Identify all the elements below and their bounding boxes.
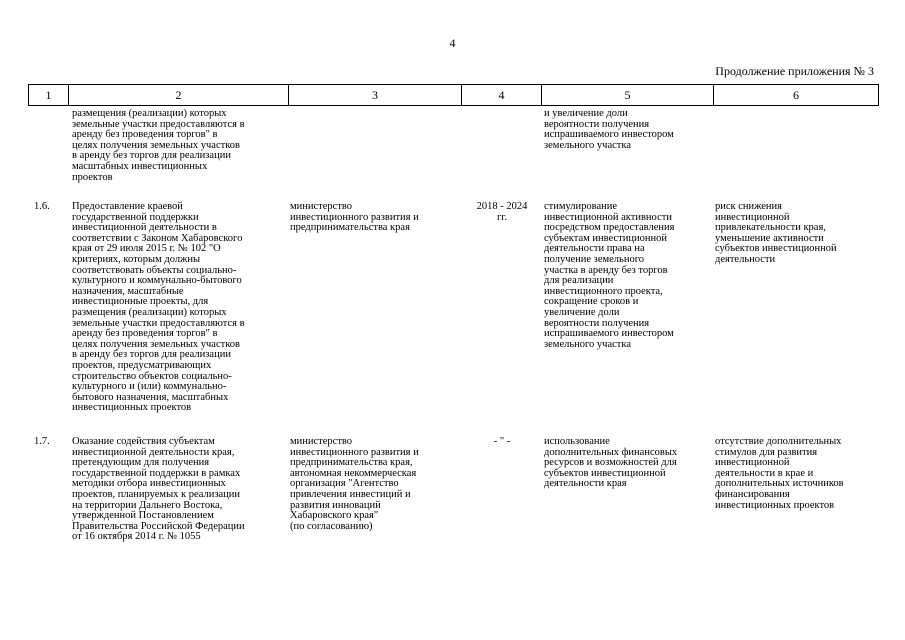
row-1-7-period-text (463, 437, 541, 448)
text-line: претендующим для получения (72, 457, 210, 469)
row-1-6-executor-text (290, 202, 460, 234)
page-number: 4 (449, 36, 456, 50)
text-line: аренду без проведения торгов" в (72, 328, 218, 340)
text-line: инвестиционные проекты, для (72, 296, 209, 308)
row-1-7-risk-text (715, 437, 880, 511)
text-line: Хабаровского края" (290, 510, 379, 522)
column-header-3: 3 (289, 85, 462, 106)
text-line: строительство объектов социально- (72, 370, 232, 382)
column-header-row (29, 85, 879, 106)
row-1-7-result-text (544, 437, 712, 490)
row-1-7-measure-text (72, 437, 287, 543)
text-line: получение земельного (544, 253, 644, 265)
row-1-6-result-text (544, 202, 712, 350)
text-line: земельные участки предоставляются в (72, 317, 245, 329)
row-1-6-number: 1.6. (34, 201, 50, 212)
text-line: края от 29 июля 2015 г. № 102 "О (72, 243, 221, 255)
text-line: уменьшение активности (715, 232, 824, 244)
row-1-6-period-text (463, 202, 541, 223)
text-line: автономная некоммерческая (290, 467, 417, 479)
text-line: ресурсов и возможностей для (544, 457, 677, 469)
text-line: бытового назначения, масштабных (72, 391, 229, 403)
text-line: деятельности права на (544, 243, 645, 255)
text-line: инвестиционного проекта, (544, 285, 663, 297)
row-1-6-measure-text (72, 202, 287, 414)
text-line: дополнительных источников (715, 478, 844, 490)
text-line: деятельности (715, 253, 776, 265)
text-line: деятельности в крае и (715, 467, 814, 479)
column-header-table (28, 84, 879, 106)
text-line: методики отбора инвестиционных (72, 478, 226, 490)
text-line: инвестиционной (715, 211, 790, 223)
text-line: деятельности края (544, 478, 627, 490)
text-line: земельного участка (544, 338, 631, 350)
text-line: Правительства Российской Федерации (72, 520, 245, 532)
text-line: на территории Дальнего Востока, (72, 499, 223, 511)
text-line: субъектов инвестиционной (715, 243, 837, 255)
continued-row-result-text (544, 109, 712, 151)
text-line: предпринимательства края, (290, 457, 413, 469)
text-line: (по согласованию) (290, 520, 373, 532)
text-line: дополнительных финансовых (544, 446, 678, 458)
text-line: предпринимательства края (290, 222, 410, 234)
text-line: проектов (72, 171, 113, 183)
text-line: использование (544, 436, 610, 447)
text-line: гг. (496, 211, 508, 223)
text-line: субъектов инвестиционной (544, 467, 666, 479)
text-line: критериях, которым должны (72, 253, 200, 265)
text-line: масштабных инвестиционных (72, 160, 208, 172)
text-line: проектов, планируемых к реализации (72, 488, 241, 500)
text-line: в аренду без торгов для реализации (72, 150, 231, 162)
text-line: стимулирование (544, 201, 618, 212)
text-line: инвестиционного развития и (290, 446, 419, 458)
text-line: инвестиционного развития и (290, 211, 419, 223)
column-header-2: 2 (69, 85, 289, 106)
text-line: министерство (290, 436, 353, 447)
text-line: испрашиваемого инвестором (544, 129, 674, 141)
text-line: соответствовать объекты социально- (72, 264, 237, 276)
text-line: инвестиционной деятельности края, (72, 446, 235, 458)
column-header-6: 6 (714, 85, 879, 106)
text-line: отсутствие дополнительных (715, 436, 842, 447)
row-1-7-executor-text (290, 437, 460, 532)
column-header-5: 5 (542, 85, 714, 106)
text-line: государственной поддержки в рамках (72, 467, 241, 479)
text-line: посредством предоставления (544, 222, 675, 234)
text-line: министерство (290, 201, 353, 212)
text-line: развития инноваций (290, 499, 381, 511)
text-line: Предоставление краевой (72, 201, 183, 212)
text-line: организация "Агентство (290, 478, 399, 490)
text-line: проектов, предусматривающих (72, 359, 212, 371)
text-line: инвестиционной активности (544, 211, 672, 223)
text-line: и увеличение доли (544, 108, 628, 119)
column-header-1: 1 (29, 85, 69, 106)
text-line: культурного и коммунально-бытового (72, 275, 242, 287)
text-line: вероятности получения (544, 118, 650, 130)
text-line: в аренду без торгов для реализации (72, 349, 231, 361)
text-line: сокращение сроков и (544, 296, 639, 308)
text-line: 2018 - 2024 (476, 201, 528, 212)
text-line: утвержденной Постановлением (72, 510, 214, 522)
text-line: инвестиционных проектов (715, 499, 835, 511)
text-line: целях получения земельных участков (72, 139, 240, 151)
text-line: аренду без проведения торгов" в (72, 129, 218, 141)
text-line: финансирования (715, 488, 790, 500)
text-line: - " - (493, 436, 511, 447)
text-line: соответствии с Законом Хабаровского (72, 232, 243, 244)
continued-row-measure-text (72, 109, 287, 183)
text-line: земельного участка (544, 139, 631, 151)
text-line: назначения, масштабные (72, 285, 184, 297)
text-line: участка в аренду без торгов (544, 264, 668, 276)
column-header-4: 4 (462, 85, 542, 106)
continuation-label: Продолжение приложения № 3 (715, 64, 874, 78)
text-line: вероятности получения (544, 317, 650, 329)
text-line: привлечения инвестиций и (290, 488, 411, 500)
text-line: испрашиваемого инвестором (544, 328, 674, 340)
text-line: размещения (реализации) которых (72, 108, 227, 119)
text-line: увеличение доли (544, 306, 620, 318)
text-line: стимулов для развития (715, 446, 818, 458)
text-line: Оказание содействия субъектам (72, 436, 215, 447)
text-line: для реализации (544, 275, 614, 287)
text-line: земельные участки предоставляются в (72, 118, 245, 130)
text-line: целях получения земельных участков (72, 338, 240, 350)
text-line: инвестиционных проектов (72, 402, 192, 414)
text-line: государственной поддержки (72, 211, 199, 223)
text-line: инвестиционной (715, 457, 790, 469)
text-line: инвестиционной деятельности в (72, 222, 217, 234)
text-line: привлекательности края, (715, 222, 826, 234)
text-line: риск снижения (715, 201, 782, 212)
text-line: от 16 октября 2014 г. № 1055 (72, 531, 201, 543)
text-line: культурного и (или) коммунально- (72, 381, 227, 393)
row-1-6-risk-text (715, 202, 880, 266)
text-line: субъектам инвестиционной (544, 232, 667, 244)
text-line: размещения (реализации) которых (72, 306, 227, 318)
row-1-7-number: 1.7. (34, 436, 50, 447)
